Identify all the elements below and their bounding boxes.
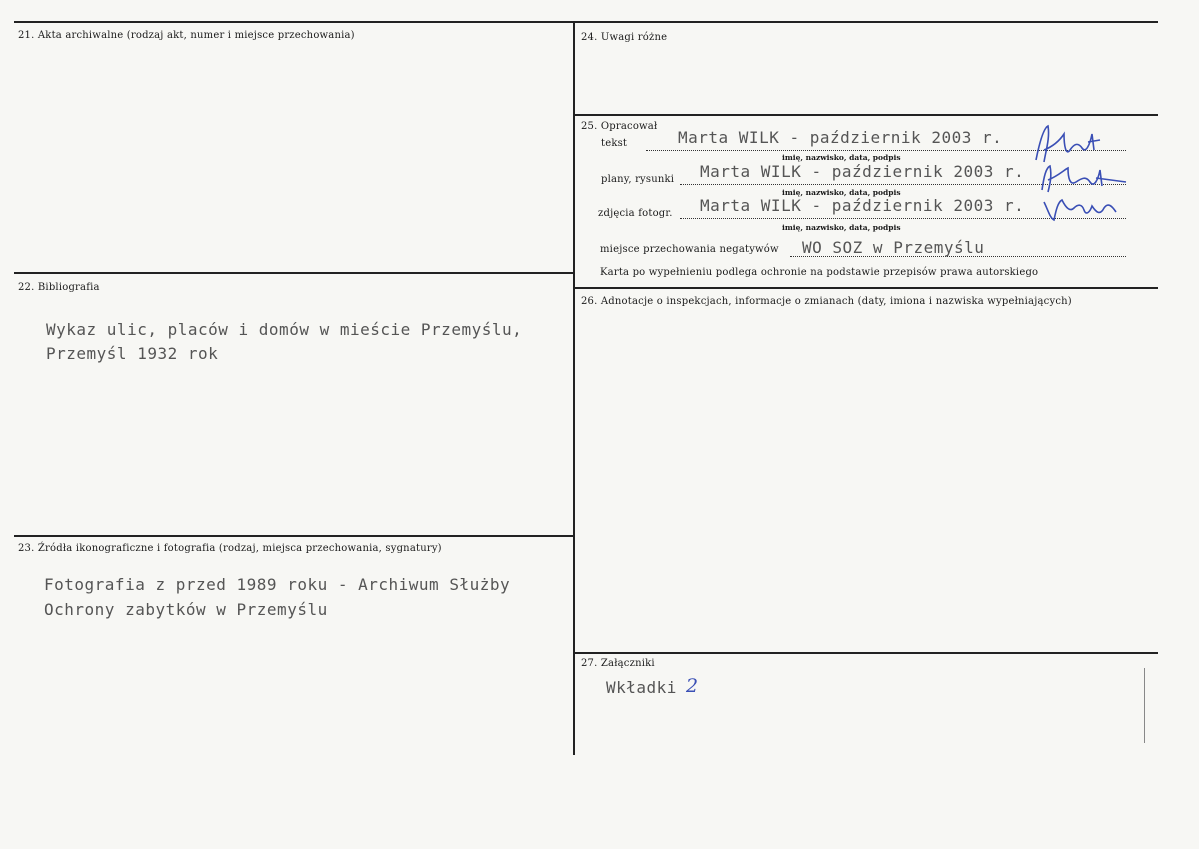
attachments-value: Wkładki — [606, 678, 677, 697]
rule-26-27 — [575, 652, 1158, 654]
copyright-notice: Karta po wypełnieniu podlega ochronie na podstawie przepisów prawa autorskiego — [600, 267, 1039, 278]
bibliography-line-2: Przemyśl 1932 rok — [46, 344, 219, 363]
signature-zdjecia — [1040, 190, 1120, 226]
section-23-label: 23. Źródła ikonograficzne i fotografia (rodzaj, miejsca przechowania, sygnatury) — [18, 543, 442, 554]
tekst-label: tekst — [601, 138, 628, 149]
rule-22-23 — [14, 535, 573, 537]
attachments-number: 2 — [686, 675, 699, 697]
section-25-label: 25. Opracował — [581, 121, 658, 132]
rule-24-25 — [575, 114, 1158, 116]
section-27-label: 27. Załączniki — [581, 658, 655, 669]
negatywy-label: miejsce przechowania negatywów — [600, 244, 779, 255]
negatywy-dotted-line — [790, 256, 1126, 257]
rule-21-22 — [14, 272, 573, 274]
iconography-line-2: Ochrony zabytków w Przemyślu — [44, 600, 328, 619]
rule-25-26 — [575, 287, 1158, 289]
zdjecia-label: zdjęcia fotogr. — [598, 208, 673, 219]
section-24-label: 24. Uwagi różne — [581, 32, 668, 43]
top-rule — [14, 21, 1158, 23]
negatywy-value: WO SOZ w Przemyślu — [802, 238, 985, 257]
tekst-caption: imię, nazwisko, data, podpis — [782, 153, 901, 162]
tekst-value: Marta WILK - październik 2003 r. — [678, 128, 1003, 147]
bibliography-line-1: Wykaz ulic, placów i domów w mieście Przemyślu, — [46, 320, 523, 339]
section-26-label: 26. Adnotacje o inspekcjach, informacje o zmianach (daty, imiona i nazwiska wypełniających) — [581, 296, 1072, 307]
plany-value: Marta WILK - październik 2003 r. — [700, 162, 1025, 181]
plany-caption: imię, nazwisko, data, podpis — [782, 188, 901, 197]
zdjecia-caption: imię, nazwisko, data, podpis — [782, 223, 901, 232]
zdjecia-value: Marta WILK - październik 2003 r. — [700, 196, 1025, 215]
section-21-label: 21. Akta archiwalne (rodzaj akt, numer i miejsce przechowania) — [18, 30, 355, 41]
section-22-label: 22. Bibliografia — [18, 282, 100, 293]
right-edge-27 — [1144, 668, 1145, 743]
center-divider — [573, 22, 575, 755]
plany-label: plany, rysunki — [601, 174, 675, 185]
iconography-line-1: Fotografia z przed 1989 roku - Archiwum Służby — [44, 575, 511, 594]
